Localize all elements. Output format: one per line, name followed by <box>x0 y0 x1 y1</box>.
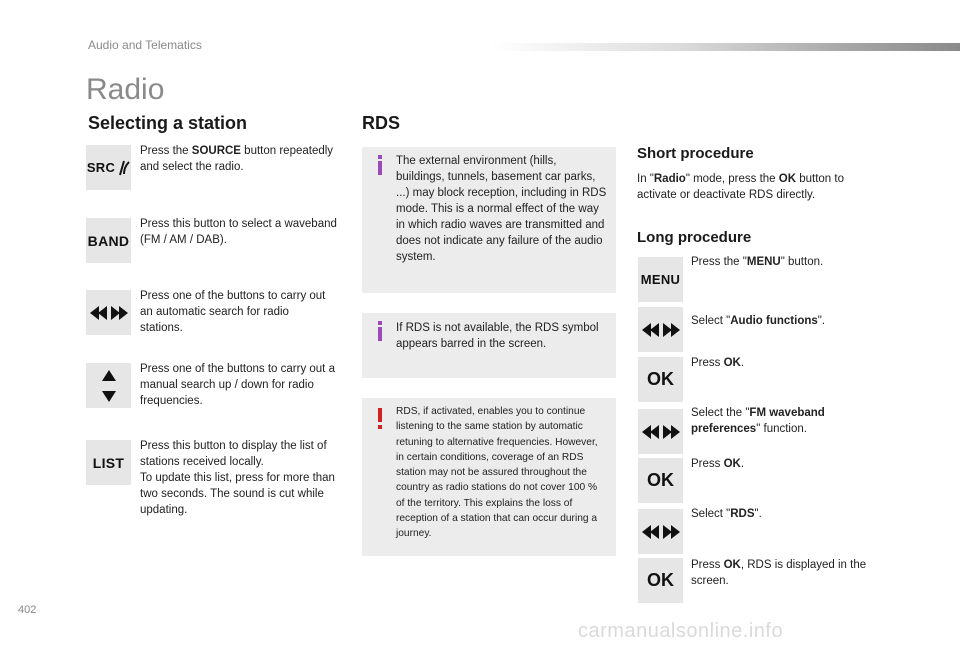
header-gradient-bar <box>490 43 960 51</box>
seek-arrows-icon <box>638 307 683 352</box>
long-procedure-title: Long procedure <box>637 229 752 246</box>
chapter-header: Audio and Telematics <box>88 38 202 52</box>
section-title-selecting: Selecting a station <box>88 113 248 133</box>
ok-icon: OK <box>638 558 683 603</box>
seek-arrows-icon <box>638 509 683 554</box>
band-instruction: Press this button to select a waveband (FM / AM / DAB). <box>140 218 337 246</box>
band-icon: BAND <box>86 218 131 263</box>
page-number: 402 <box>18 604 37 616</box>
seek-arrows-icon <box>638 409 683 454</box>
menu-icon: MENU <box>638 257 683 302</box>
seek-instruction: Press one of the buttons to carry out an automatic search for radio stations. <box>140 290 326 334</box>
info-note-rds-barred: If RDS is not available, the RDS symbol appears barred in the screen. <box>362 313 616 378</box>
seek-arrows-icon <box>86 290 131 335</box>
up-down-arrows-icon <box>86 363 131 408</box>
list-icon: LIST <box>86 440 131 485</box>
info-icon <box>376 321 384 341</box>
warning-icon <box>376 408 384 430</box>
ok-icon: OK <box>638 357 683 402</box>
warning-note-rds: RDS, if activated, enables you to continue listening to the same station by automatic retuning to alternative frequencies. However, in certain conditions, coverage of an RDS station may not be assured throughout the country as radio stations do not cover 100 % of the territory. This explains the loss of reception of a station that can occur during a journey. <box>362 398 616 556</box>
step-press-ok-1: Press OK. <box>691 357 745 369</box>
step-fm-waveband: Select the "FM waveband preferences" function. <box>691 407 825 435</box>
list-instruction: Press this button to display the list of stations received locally. To update this list, press for more than two seconds. The sound is cut while updating. <box>140 440 335 516</box>
info-icon <box>376 155 384 175</box>
step-select-rds: Select "RDS". <box>691 508 762 520</box>
short-procedure-text: In "Radio" mode, press the OK button to activate or deactivate RDS directly. <box>637 173 844 201</box>
page-title: Radio <box>86 73 165 106</box>
src-instruction: Press the SOURCE button repeatedly and select the radio. <box>140 145 334 173</box>
step-press-ok-2: Press OK. <box>691 458 745 470</box>
step-menu: Press the "MENU" button. <box>691 256 824 268</box>
info-note-reception: The external environment (hills, buildings, tunnels, basement car parks, ...) may block reception, including in RDS mode. This is a normal effect of the way in which radio waves are transmitted and does not indicate any failure of the audio system. <box>362 147 616 293</box>
src-phone-icon: SRC <box>86 145 131 190</box>
step-press-ok-3: Press OK, RDS is displayed in the screen. <box>691 559 867 587</box>
step-audio-functions: Select "Audio functions". <box>691 315 826 327</box>
section-title-rds: RDS <box>362 113 401 133</box>
ok-icon: OK <box>638 458 683 503</box>
short-procedure-title: Short procedure <box>637 145 754 162</box>
manual-search-instruction: Press one of the buttons to carry out a manual search up / down for radio frequencies. <box>140 363 335 407</box>
watermark: carmanualsonline.info <box>578 620 784 642</box>
